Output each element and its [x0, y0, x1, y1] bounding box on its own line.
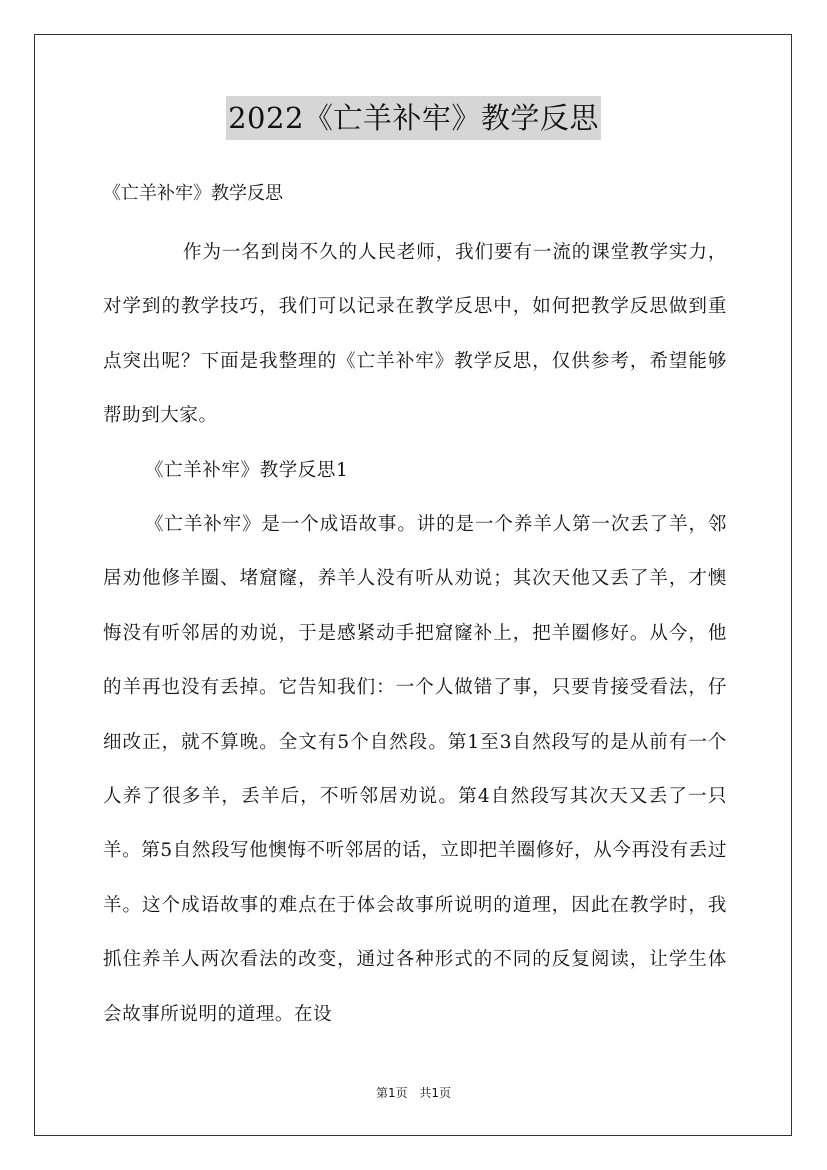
page-footer	[0, 1084, 827, 1101]
intro-paragraph: 作为一名到岗不久的人民老师，我们要有一流的课堂教学实力，对学到的教学技巧，我们可以记录在教学反思中，如何把教学反思做到重点突出呢？下面是我整理的《亡羊补牢》教学反思，仅供参考，希望能够帮助到大家。	[103, 242, 727, 427]
section-paragraph: 《亡羊补牢》是一个成语故事。讲的是一个养羊人第一次丢了羊，邻居劝他修羊圈、堵窟窿，养羊人没有听从劝说；其次天他又丢了羊，才懊悔没有听邻居的劝说，于是感紧动手把窟窿补上，把羊圈修好。从今，他的羊再也没有丢掉。它告知我们：一个人做错了事，只要肯接受看法，仔细改正，就不算晚。全文有5个自然段。第1至3自然段写的是从前有一个人养了很多羊，丢羊后，不听邻居劝说。第4自然段写其次天又丢了一只羊。第5自然段写他懊悔不听邻居的话，立即把羊圈修好，从今再没有丢过羊。这个成语故事的难点在于体会故事所说明的道理，因此在教学时，我抓住养羊人两次看法的改变，通过各种形式的不同的反复阅读，让学生体会故事所说明的道理。在设	[103, 514, 727, 1025]
document-body	[103, 226, 727, 1042]
page-total: 共1页	[419, 1086, 452, 1100]
page-number: 第1页	[375, 1086, 408, 1100]
document-title-wrap	[0, 96, 827, 140]
document-subtitle: 《亡羊补牢》教学反思	[103, 183, 283, 204]
section-heading: 《亡羊补牢》教学反思1	[145, 459, 349, 481]
document-title: 2022《亡羊补牢》教学反思	[226, 96, 601, 140]
